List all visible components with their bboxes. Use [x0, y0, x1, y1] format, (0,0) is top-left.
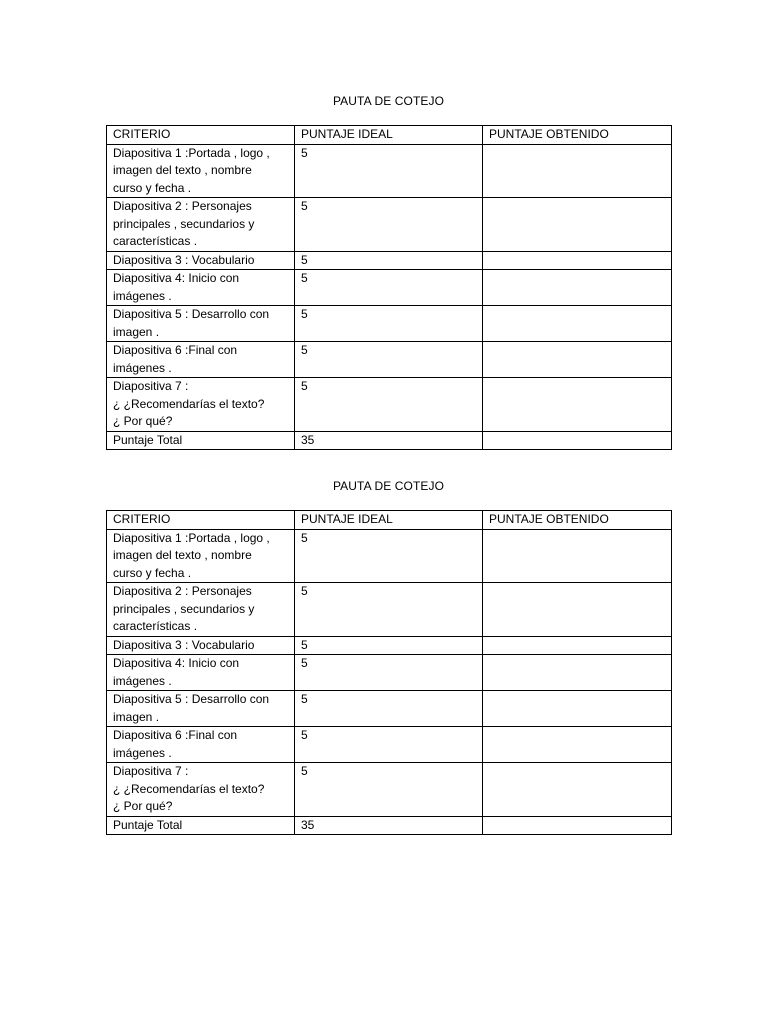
ideal-score-cell: 5	[295, 763, 483, 817]
obtained-score-cell[interactable]	[483, 636, 672, 655]
ideal-score-cell: 5	[295, 378, 483, 432]
rubric-section-1	[106, 93, 671, 450]
obtained-score-cell[interactable]	[483, 270, 672, 306]
table-row	[107, 636, 672, 655]
table-row	[107, 306, 672, 342]
table-row	[107, 727, 672, 763]
obtained-score-cell[interactable]	[483, 378, 672, 432]
obtained-score-cell[interactable]	[483, 655, 672, 691]
table-row	[107, 378, 672, 432]
criterio-cell: Diapositiva 1 :Portada , logo , imagen del texto , nombre curso y fecha .	[107, 144, 295, 198]
header-puntaje-ideal: PUNTAJE IDEAL	[295, 126, 483, 145]
table-row	[107, 691, 672, 727]
table-row	[107, 270, 672, 306]
criterio-cell: Diapositiva 2 : Personajes principales , secundarios y características .	[107, 583, 295, 637]
obtained-score-cell[interactable]	[483, 198, 672, 252]
obtained-score-cell[interactable]	[483, 144, 672, 198]
table-row	[107, 144, 672, 198]
criterio-cell: Diapositiva 3 : Vocabulario	[107, 251, 295, 270]
header-puntaje-obtenido: PUNTAJE OBTENIDO	[483, 126, 672, 145]
table-total-row	[107, 816, 672, 835]
criterio-cell: Diapositiva 7 : ¿ ¿Recomendarías el texto? ¿ Por qué?	[107, 763, 295, 817]
header-criterio: CRITERIO	[107, 126, 295, 145]
ideal-score-cell: 5	[295, 529, 483, 583]
table-row	[107, 763, 672, 817]
criterio-cell: Diapositiva 2 : Personajes principales , secundarios y características .	[107, 198, 295, 252]
obtained-score-cell[interactable]	[483, 342, 672, 378]
ideal-score-cell: 5	[295, 727, 483, 763]
table-row	[107, 198, 672, 252]
ideal-score-cell: 5	[295, 306, 483, 342]
rubric-title: PAUTA DE COTEJO	[332, 94, 445, 108]
criterio-cell: Diapositiva 1 :Portada , logo , imagen del texto , nombre curso y fecha .	[107, 529, 295, 583]
table-header-row	[107, 126, 672, 145]
ideal-score-cell: 5	[295, 583, 483, 637]
criterio-cell: Diapositiva 4: Inicio con imágenes .	[107, 655, 295, 691]
table-header-row	[107, 511, 672, 530]
header-criterio: CRITERIO	[107, 511, 295, 530]
criterio-cell: Diapositiva 3 : Vocabulario	[107, 636, 295, 655]
criterio-cell: Diapositiva 5 : Desarrollo con imagen .	[107, 691, 295, 727]
obtained-score-cell[interactable]	[483, 529, 672, 583]
obtained-score-cell[interactable]	[483, 727, 672, 763]
criterio-cell: Diapositiva 6 :Final con imágenes .	[107, 727, 295, 763]
table-row	[107, 655, 672, 691]
rubric-table	[106, 125, 672, 450]
table-row	[107, 583, 672, 637]
total-obtained-score[interactable]	[483, 431, 672, 450]
table-row	[107, 529, 672, 583]
criterio-cell: Diapositiva 4: Inicio con imágenes .	[107, 270, 295, 306]
table-total-row	[107, 431, 672, 450]
table-row	[107, 342, 672, 378]
obtained-score-cell[interactable]	[483, 583, 672, 637]
ideal-score-cell: 5	[295, 251, 483, 270]
total-obtained-score[interactable]	[483, 816, 672, 835]
rubric-title: PAUTA DE COTEJO	[332, 479, 445, 493]
obtained-score-cell[interactable]	[483, 691, 672, 727]
ideal-score-cell: 5	[295, 636, 483, 655]
ideal-score-cell: 5	[295, 691, 483, 727]
ideal-score-cell: 5	[295, 655, 483, 691]
header-puntaje-ideal: PUNTAJE IDEAL	[295, 511, 483, 530]
total-label: Puntaje Total	[107, 816, 295, 835]
total-ideal-score: 35	[295, 431, 483, 450]
obtained-score-cell[interactable]	[483, 251, 672, 270]
table-row	[107, 251, 672, 270]
ideal-score-cell: 5	[295, 198, 483, 252]
total-ideal-score: 35	[295, 816, 483, 835]
ideal-score-cell: 5	[295, 270, 483, 306]
ideal-score-cell: 5	[295, 342, 483, 378]
rubric-section-2	[106, 478, 671, 835]
criterio-cell: Diapositiva 5 : Desarrollo con imagen .	[107, 306, 295, 342]
obtained-score-cell[interactable]	[483, 763, 672, 817]
rubric-table	[106, 510, 672, 835]
criterio-cell: Diapositiva 6 :Final con imágenes .	[107, 342, 295, 378]
criterio-cell: Diapositiva 7 : ¿ ¿Recomendarías el texto? ¿ Por qué?	[107, 378, 295, 432]
header-puntaje-obtenido: PUNTAJE OBTENIDO	[483, 511, 672, 530]
total-label: Puntaje Total	[107, 431, 295, 450]
obtained-score-cell[interactable]	[483, 306, 672, 342]
ideal-score-cell: 5	[295, 144, 483, 198]
